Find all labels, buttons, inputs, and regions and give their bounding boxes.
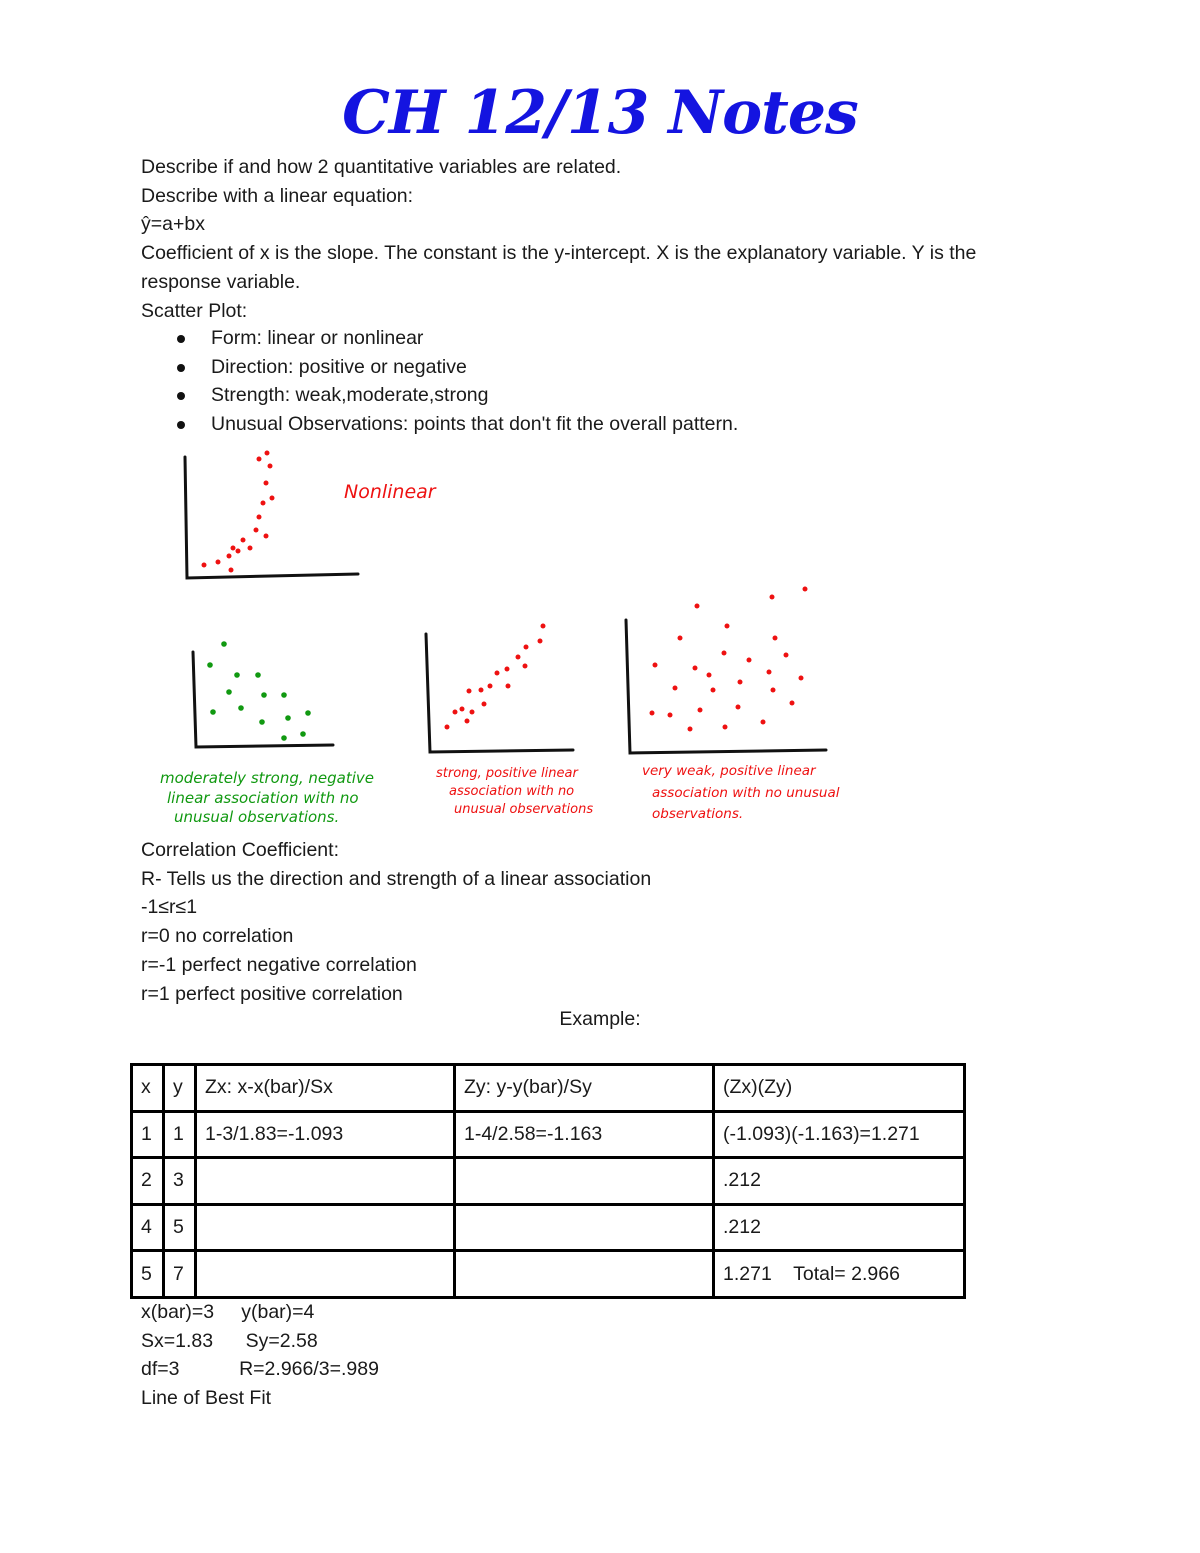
table-cell [196,1251,455,1298]
correlation-table [130,1063,966,1299]
table-cell: 5 [164,1204,196,1251]
correlation-line: r=-1 perfect negative correlation [141,953,417,976]
list-item-text: Direction: positive or negative [211,355,467,378]
caption-negative-line: linear association with no [167,789,359,807]
sketch-points-nonlinear [202,451,275,573]
table-cell: .212 [714,1158,965,1205]
stats-line: Sx=1.83 Sy=2.58 [141,1329,318,1352]
correlation-line: r=0 no correlation [141,925,294,948]
table-cell: 1 [132,1111,164,1158]
table-header-row [132,1065,965,1112]
example-label: Example: [559,1008,641,1030]
caption-weak-line: observations. [652,806,744,822]
table-cell: 4 [132,1204,164,1251]
table-row [132,1251,965,1298]
table-row [132,1158,965,1205]
table-header-cell: y [164,1065,196,1112]
intro-line: Coefficient of x is the slope. The constant is the y-intercept. X is the explanatory variable. Y is the response variable. [141,242,977,293]
correlation-line: r=1 perfect positive correlation [141,982,403,1005]
label-nonlinear: Nonlinear [344,481,436,503]
stats-line: df=3 R=2.966/3=.989 [141,1358,379,1381]
table-cell: 1-4/2.58=-1.163 [455,1111,714,1158]
correlation-section [141,836,1041,1008]
caption-strong-line: strong, positive linear [436,766,578,781]
sketch-points-strong [445,624,546,730]
table-cell: 1-3/1.83=-1.093 [196,1111,455,1158]
table-cell: 5 [132,1251,164,1298]
correlation-line: R- Tells us the direction and strength of a linear association [141,867,652,890]
stats-line: x(bar)=3 y(bar)=4 [141,1301,315,1323]
list-item-text: Unusual Observations: points that don't fit the overall pattern. [211,413,739,436]
sketch-axes-nonlinear [185,457,358,578]
table-cell: 7 [164,1251,196,1298]
intro-line: Describe if and how 2 quantitative variables are related. [141,156,622,178]
correlation-line: -1≤r≤1 [141,896,198,919]
table-row [132,1204,965,1251]
correlation-heading: Correlation Coefficient: [141,839,339,861]
sketch-axes-strong [426,634,573,752]
table-cell: (-1.093)(-1.163)=1.271 [714,1111,965,1158]
intro-line: Describe with a linear equation: [141,184,414,207]
table-header-cell: (Zx)(Zy) [714,1065,965,1112]
sketch-points-weak [650,587,808,732]
table-cell: 2 [132,1158,164,1205]
caption-weak-line: very weak, positive linear [642,763,816,779]
table-cell: .212 [714,1204,965,1251]
intro-line: Scatter Plot: [141,299,248,322]
caption-negative-line: moderately strong, negative [160,769,375,787]
sketch-points-negative [207,641,311,741]
caption-weak-line: association with no unusual [652,785,840,801]
sketch-axes-negative [193,652,333,747]
list-item-text: Form: linear or nonlinear [211,327,424,349]
list-item-text: Strength: weak,moderate,strong [211,384,489,407]
table-header-cell: Zy: y-y(bar)/Sy [455,1065,714,1112]
caption-negative-line: unusual observations. [174,808,340,826]
table-cell: 1 [164,1111,196,1158]
sketch-axes-weak [626,620,826,753]
summary-stats [141,1298,841,1413]
linear-equation: ŷ=a+bx [141,213,205,236]
table-cell: 3 [164,1158,196,1205]
page-title: CH 12/13 Notes [342,78,858,148]
table-header-cell: Zx: x-x(bar)/Sx [196,1065,455,1112]
table-cell [196,1158,455,1205]
caption-strong-line: unusual observations [454,802,594,817]
caption-strong-line: association with no [449,784,575,799]
table-cell [455,1158,714,1205]
table-cell [455,1204,714,1251]
table-cell [196,1204,455,1251]
stats-line: Line of Best Fit [141,1387,272,1410]
table-row [132,1111,965,1158]
table-cell: 1.271 Total= 2.966 [714,1251,965,1298]
table-header-cell: x [132,1065,164,1112]
table-cell [455,1251,714,1298]
